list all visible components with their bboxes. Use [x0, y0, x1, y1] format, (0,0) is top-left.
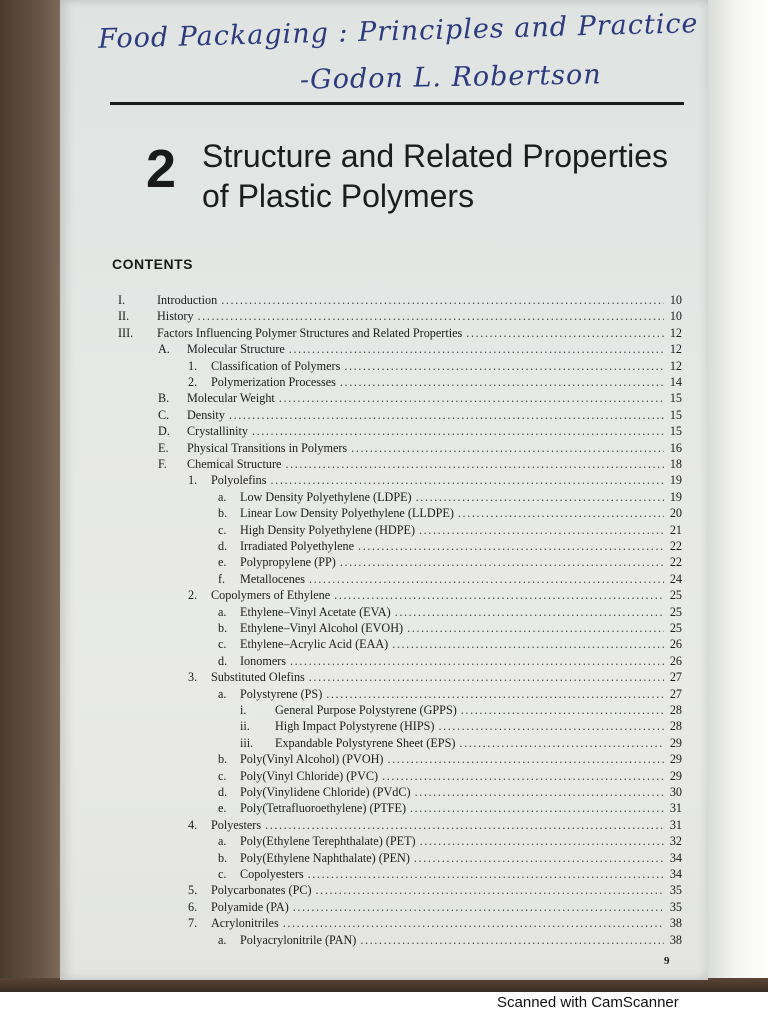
toc-entry	[158, 424, 682, 440]
toc-entry-title: Ionomers	[240, 653, 287, 668]
toc-entry-number: c.	[218, 637, 227, 652]
toc-entry-title: Ethylene–Acrylic Acid (EAA)	[240, 637, 389, 652]
toc-entry-number: i.	[240, 703, 247, 717]
toc-entry-number: a.	[218, 604, 227, 619]
toc-entry	[118, 309, 682, 325]
toc-entry-title: Chemical Structure	[187, 457, 282, 471]
toc-entry-page: 16	[669, 440, 682, 455]
toc-entry	[158, 408, 682, 424]
toc-entry-title: Substituted Olefins	[211, 670, 305, 685]
toc-entry	[218, 490, 682, 506]
toc-entry-page: 12	[669, 325, 682, 340]
background-right	[708, 0, 768, 992]
toc-entry-page: 29	[669, 735, 682, 750]
toc-entry-title: Expandable Polystyrene Sheet (EPS)	[275, 735, 456, 750]
toc-entry-page: 27	[669, 686, 682, 701]
toc-leader-dots	[420, 834, 664, 849]
toc-leader-dots	[289, 342, 664, 357]
toc-entry-number: a.	[218, 489, 227, 504]
toc-entry-title: Polystyrene (PS)	[240, 686, 323, 701]
toc-entry-page: 15	[669, 424, 682, 439]
chapter-title-line2: of Plastic Polymers	[202, 178, 475, 214]
toc-leader-dots	[340, 555, 664, 570]
toc-leader-dots	[382, 769, 664, 784]
toc-entry-page: 25	[669, 604, 682, 619]
toc-entry-page: 31	[669, 801, 682, 816]
toc-entry-page: 25	[669, 588, 682, 603]
toc-entry-page: 10	[669, 309, 682, 324]
toc-entry-title: Poly(Ethylene Naphthalate) (PEN)	[240, 850, 410, 865]
toc-entry	[188, 375, 682, 391]
toc-leader-dots	[326, 687, 664, 702]
contents-heading: CONTENTS	[112, 256, 193, 272]
toc-leader-dots	[461, 703, 664, 718]
toc-entry-number: e.	[218, 801, 227, 816]
chapter-title	[202, 136, 702, 216]
toc-leader-dots	[438, 719, 664, 734]
toc-entry	[218, 851, 682, 867]
toc-leader-dots	[198, 309, 664, 324]
toc-entry	[158, 441, 682, 457]
toc-entry-title: Poly(Vinyl Chloride) (PVC)	[240, 768, 379, 783]
toc-entry-page: 38	[669, 916, 682, 931]
toc-entry	[240, 736, 682, 752]
camscanner-watermark: Scanned with CamScanner	[497, 994, 679, 1011]
toc-entry-page: 29	[669, 768, 682, 783]
toc-entry	[188, 818, 682, 834]
toc-entry	[188, 588, 682, 604]
toc-entry	[218, 687, 682, 703]
toc-entry-title: High Impact Polystyrene (HIPS)	[275, 719, 435, 734]
page-number: 9	[664, 955, 670, 967]
toc-entry-title: Polyolefins	[211, 473, 267, 488]
toc-entry-page: 35	[669, 899, 682, 914]
toc-leader-dots	[360, 933, 664, 948]
toc-entry-page: 18	[669, 457, 682, 471]
toc-entry-number: C.	[158, 407, 170, 422]
toc-entry	[188, 900, 682, 916]
toc-entry	[158, 342, 682, 358]
toc-entry-number: b.	[218, 752, 228, 767]
toc-entry	[218, 523, 682, 539]
toc-entry	[240, 719, 682, 735]
toc-entry-number: 3.	[188, 670, 198, 685]
toc-leader-dots	[344, 359, 664, 374]
toc-entry-number: 1.	[188, 473, 198, 488]
toc-entry-page: 30	[669, 785, 682, 799]
toc-entry	[158, 457, 682, 473]
toc-entry-number: ii.	[240, 719, 250, 734]
handwritten-book-title: Food Packaging : Principles and Practice	[97, 8, 699, 55]
toc-entry-page: 12	[669, 358, 682, 373]
toc-entry-title: Ethylene–Vinyl Acetate (EVA)	[240, 604, 391, 619]
toc-entry-title: High Density Polyethylene (HDPE)	[240, 522, 416, 537]
toc-leader-dots	[293, 900, 664, 915]
toc-entry	[240, 703, 682, 719]
toc-entry-page: 21	[669, 522, 682, 537]
toc-entry-page: 12	[669, 342, 682, 357]
toc-entry	[218, 801, 682, 817]
toc-entry-number: d.	[218, 653, 228, 668]
toc-entry-number: d.	[218, 539, 228, 553]
toc-entry	[218, 867, 682, 883]
toc-entry-title: Density	[187, 407, 225, 422]
toc-leader-dots	[308, 867, 664, 882]
toc-entry-number: I.	[118, 293, 126, 307]
toc-entry-title: Physical Transitions in Polymers	[187, 440, 348, 455]
chapter-title-line1: Structure and Related Properties	[202, 138, 669, 174]
toc-entry	[158, 391, 682, 407]
toc-entry-page: 19	[669, 473, 682, 488]
toc-entry-number: III.	[118, 325, 134, 340]
toc-entry-number: 7.	[188, 916, 198, 931]
toc-leader-dots	[283, 916, 664, 931]
toc-entry-title: Molecular Structure	[187, 342, 285, 357]
toc-entry-number: b.	[218, 850, 228, 865]
desk-edge	[0, 978, 768, 992]
toc-entry-number: c.	[218, 867, 227, 881]
toc-leader-dots	[351, 441, 664, 456]
toc-entry	[218, 654, 682, 670]
toc-entry-number: 5.	[188, 883, 198, 898]
toc-entry	[118, 293, 682, 309]
toc-entry-page: 35	[669, 883, 682, 898]
toc-entry-number: F.	[158, 457, 167, 471]
toc-entry-number: a.	[218, 932, 227, 947]
toc-entry	[218, 572, 682, 588]
toc-entry	[218, 539, 682, 555]
toc-entry-title: Polyacrylonitrile (PAN)	[240, 932, 357, 947]
toc-entry-page: 19	[669, 489, 682, 504]
toc-leader-dots	[459, 736, 664, 751]
toc-entry	[218, 752, 682, 768]
toc-entry-title: History	[157, 309, 194, 324]
toc-leader-dots	[407, 621, 664, 636]
toc-entry-number: 2.	[188, 375, 198, 389]
toc-entry-number: a.	[218, 686, 227, 701]
toc-entry-title: Poly(Vinyl Alcohol) (PVOH)	[240, 752, 384, 767]
toc-entry-number: d.	[218, 785, 228, 799]
toc-entry-page: 20	[669, 506, 682, 521]
toc-entry	[218, 506, 682, 522]
toc-entry-page: 31	[669, 817, 682, 832]
toc-entry-page: 22	[669, 555, 682, 570]
toc-leader-dots	[221, 293, 664, 308]
toc-entry	[188, 883, 682, 899]
toc-entry-number: 4.	[188, 817, 198, 832]
toc-entry-page: 15	[669, 407, 682, 422]
toc-leader-dots	[271, 473, 664, 488]
toc-entry	[188, 473, 682, 489]
toc-leader-dots	[265, 818, 664, 833]
toc-entry	[118, 326, 682, 342]
toc-entry-title: Acrylonitriles	[211, 916, 279, 931]
toc-entry-number: II.	[118, 309, 130, 324]
chapter-rule	[110, 102, 684, 105]
toc-leader-dots	[340, 375, 664, 390]
toc-entry-page: 28	[669, 719, 682, 734]
toc-entry-title: Poly(Ethylene Terephthalate) (PET)	[240, 834, 416, 849]
toc-entry-title: Polyamide (PA)	[211, 899, 289, 914]
toc-entry	[218, 785, 682, 801]
toc-entry-title: Introduction	[157, 293, 218, 307]
toc-entry-number: b.	[218, 506, 228, 521]
toc-entry-title: Polycarbonates (PC)	[211, 883, 312, 898]
toc-leader-dots	[416, 490, 664, 505]
toc-entry	[188, 916, 682, 932]
toc-entry-page: 26	[669, 637, 682, 652]
toc-leader-dots	[316, 883, 664, 898]
toc-entry-page: 28	[669, 703, 682, 717]
toc-leader-dots	[392, 637, 664, 652]
toc-entry-number: c.	[218, 768, 227, 783]
toc-entry-title: Polypropylene (PP)	[240, 555, 336, 570]
toc-entry	[188, 670, 682, 686]
background-left	[0, 0, 60, 992]
toc-leader-dots	[466, 326, 664, 341]
toc-entry-title: Copolyesters	[240, 867, 304, 881]
toc-entry-title: Low Density Polyethylene (LDPE)	[240, 489, 412, 504]
toc-leader-dots	[229, 408, 664, 423]
toc-entry-title: Metallocenes	[240, 571, 305, 586]
toc-entry-title: Ethylene–Vinyl Alcohol (EVOH)	[240, 621, 404, 635]
toc-entry-title: Poly(Tetrafluoroethylene) (PTFE)	[240, 801, 407, 816]
toc-leader-dots	[309, 670, 664, 685]
toc-entry-number: 2.	[188, 588, 198, 603]
toc-entry-number: e.	[218, 555, 227, 570]
toc-leader-dots	[334, 588, 664, 603]
toc-entry-number: D.	[158, 424, 170, 439]
toc-entry-number: 1.	[188, 358, 198, 373]
toc-entry-page: 25	[669, 621, 682, 635]
toc-leader-dots	[395, 605, 664, 620]
toc-entry-page: 14	[669, 375, 682, 389]
toc-entry-number: iii.	[240, 735, 254, 750]
toc-entry-number: a.	[218, 834, 227, 849]
toc-entry-page: 32	[669, 834, 682, 849]
toc-entry-page: 24	[669, 571, 682, 586]
toc-entry	[218, 621, 682, 637]
toc-entry-number: c.	[218, 522, 227, 537]
toc-entry-page: 29	[669, 752, 682, 767]
toc-leader-dots	[290, 654, 664, 669]
toc-leader-dots	[419, 523, 664, 538]
toc-entry-title: Copolymers of Ethylene	[211, 588, 331, 603]
toc-leader-dots	[252, 424, 664, 439]
toc-entry-page: 22	[669, 539, 682, 553]
toc-entry-title: Polyesters	[211, 817, 262, 832]
toc-entry-number: 6.	[188, 899, 198, 914]
toc-leader-dots	[309, 572, 664, 587]
toc-entry-number: f.	[218, 571, 226, 586]
toc-leader-dots	[285, 457, 664, 472]
toc-leader-dots	[415, 785, 664, 800]
toc-entry	[218, 605, 682, 621]
toc-entry-page: 34	[669, 867, 682, 881]
toc-entry-title: Poly(Vinylidene Chloride) (PVdC)	[240, 785, 411, 799]
toc-entry	[218, 933, 682, 949]
toc-entry	[218, 637, 682, 653]
toc-leader-dots	[414, 851, 664, 866]
toc-entry	[218, 834, 682, 850]
toc-entry	[218, 769, 682, 785]
toc-entry	[218, 555, 682, 571]
toc-entry-page: 26	[669, 653, 682, 668]
toc-leader-dots	[279, 391, 664, 406]
toc-entry-page: 34	[669, 850, 682, 865]
toc-leader-dots	[410, 801, 664, 816]
toc-entry-title: General Purpose Polystyrene (GPPS)	[275, 703, 457, 717]
toc-entry-number: b.	[218, 621, 228, 635]
toc-entry-title: Crystallinity	[187, 424, 248, 439]
toc-entry-number: E.	[158, 440, 169, 455]
toc-entry-number: A.	[158, 342, 170, 357]
toc-leader-dots	[458, 506, 664, 521]
toc-entry-page: 15	[669, 391, 682, 406]
toc-entry	[188, 359, 682, 375]
handwritten-author: -Godon L. Robertson	[299, 59, 602, 96]
toc-entry-title: Polymerization Processes	[211, 375, 336, 389]
toc-entry-title: Classification of Polymers	[211, 358, 341, 373]
toc-entry-title: Irradiated Polyethylene	[240, 539, 355, 553]
toc-entry-title: Factors Influencing Polymer Structures and Related Properties	[157, 325, 463, 340]
toc-entry-title: Molecular Weight	[187, 391, 275, 406]
toc-leader-dots	[358, 539, 664, 554]
chapter-number: 2	[146, 139, 177, 199]
toc-entry-page: 38	[669, 932, 682, 947]
toc-entry-page: 10	[669, 293, 682, 307]
toc-leader-dots	[387, 752, 664, 767]
toc-entry-number: B.	[158, 391, 170, 406]
toc-entry-page: 27	[669, 670, 682, 685]
toc-entry-title: Linear Low Density Polyethylene (LLDPE)	[240, 506, 454, 521]
